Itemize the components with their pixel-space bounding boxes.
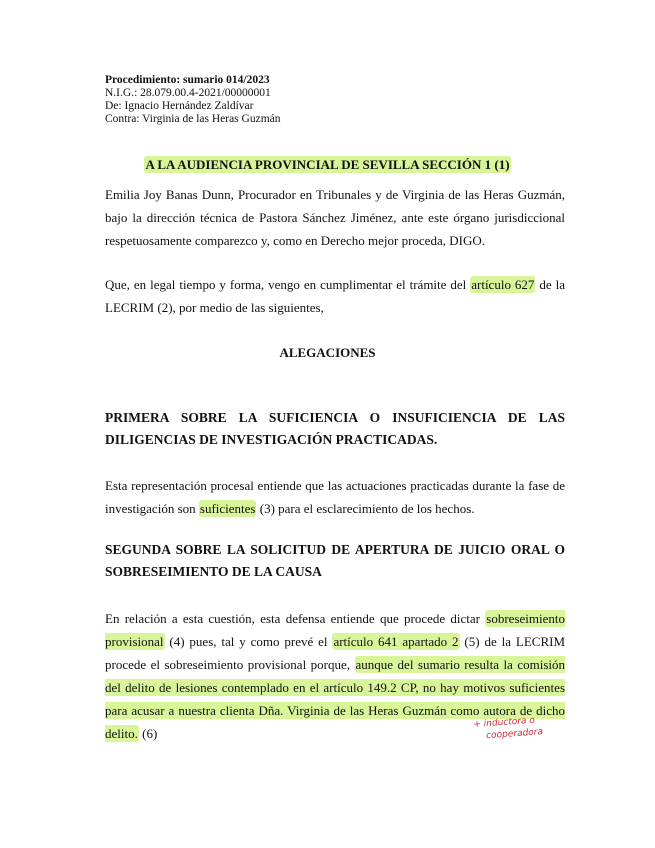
from-line: De: Ignacio Hernández Zaldívar — [105, 100, 254, 112]
text-run: Esta representación procesal entiende que las actuaciones practicadas durante la fase de investigación son — [105, 478, 565, 516]
court-title — [0, 157, 655, 173]
procedure-paragraph — [105, 273, 565, 319]
highlight-reasoning: aunque del sumario resulta la comisión del delito de lesiones contemplado en el artículo 149.2 CP, no hay motivos suficientes para acusar a nuestra clienta Dña. Virginia de las Heras Guzmán como autora de dicho delito. — [105, 657, 565, 741]
procedure-line: Procedimiento: sumario 014/2023 — [105, 74, 270, 86]
annotation-line-1: + inductora o — [473, 715, 536, 730]
first-allegation-heading: PRIMERA SOBRE LA SUFICIENCIA O INSUFICIENCIA DE LAS DILIGENCIAS DE INVESTIGACIÓN PRACTICADAS. — [105, 410, 565, 447]
text-run: En relación a esta cuestión, esta defensa entiende que procede dictar — [105, 611, 486, 626]
annotation-line-2: cooperadora — [485, 727, 544, 742]
allegations-heading: ALEGACIONES — [279, 345, 376, 360]
text-run: (5) de la LECRIM procede el sobreseimiento provisional porque, — [105, 634, 565, 672]
text-run: (4) pues, tal y como prevé el — [164, 634, 333, 649]
case-header — [105, 74, 565, 126]
intro-paragraph: Emilia Joy Banas Dunn, Procurador en Tribunales y de Virginia de las Heras Guzmán, bajo la dirección técnica de Pastora Sánchez Jiménez, ante este órgano jurisdiccional respetuosamente comparezco y, como en Derecho mejor proceda, DIGO. — [105, 187, 565, 248]
highlight-article-641: artículo 641 apartado 2 — [333, 634, 459, 649]
highlight-article-627: artículo 627 — [471, 277, 535, 292]
text-run: de la LECRIM (2), por medio de las siguientes, — [105, 277, 565, 315]
text-run: (3) para el esclarecimiento de los hechos. — [256, 501, 475, 516]
second-allegation-heading: SEGUNDA SOBRE LA SOLICITUD DE APERTURA DE JUICIO ORAL O SOBRESEIMIENTO DE LA CAUSA — [105, 542, 565, 579]
text-run: (6) — [138, 726, 158, 741]
against-line: Contra: Virginia de las Heras Guzmán — [105, 113, 281, 125]
text-run: Que, en legal tiempo y forma, vengo en cumplimentar el trámite del — [105, 277, 471, 292]
nig-line: N.I.G.: 28.079.00.4-2021/00000001 — [105, 87, 271, 99]
first-allegation-paragraph — [105, 474, 565, 520]
court-title-highlight: A LA AUDIENCIA PROVINCIAL DE SEVILLA SECCIÓN 1 (1) — [145, 157, 510, 172]
highlight-suficientes: suficientes — [199, 501, 256, 516]
highlight-sobreseimiento: sobreseimiento provisional — [105, 611, 565, 649]
